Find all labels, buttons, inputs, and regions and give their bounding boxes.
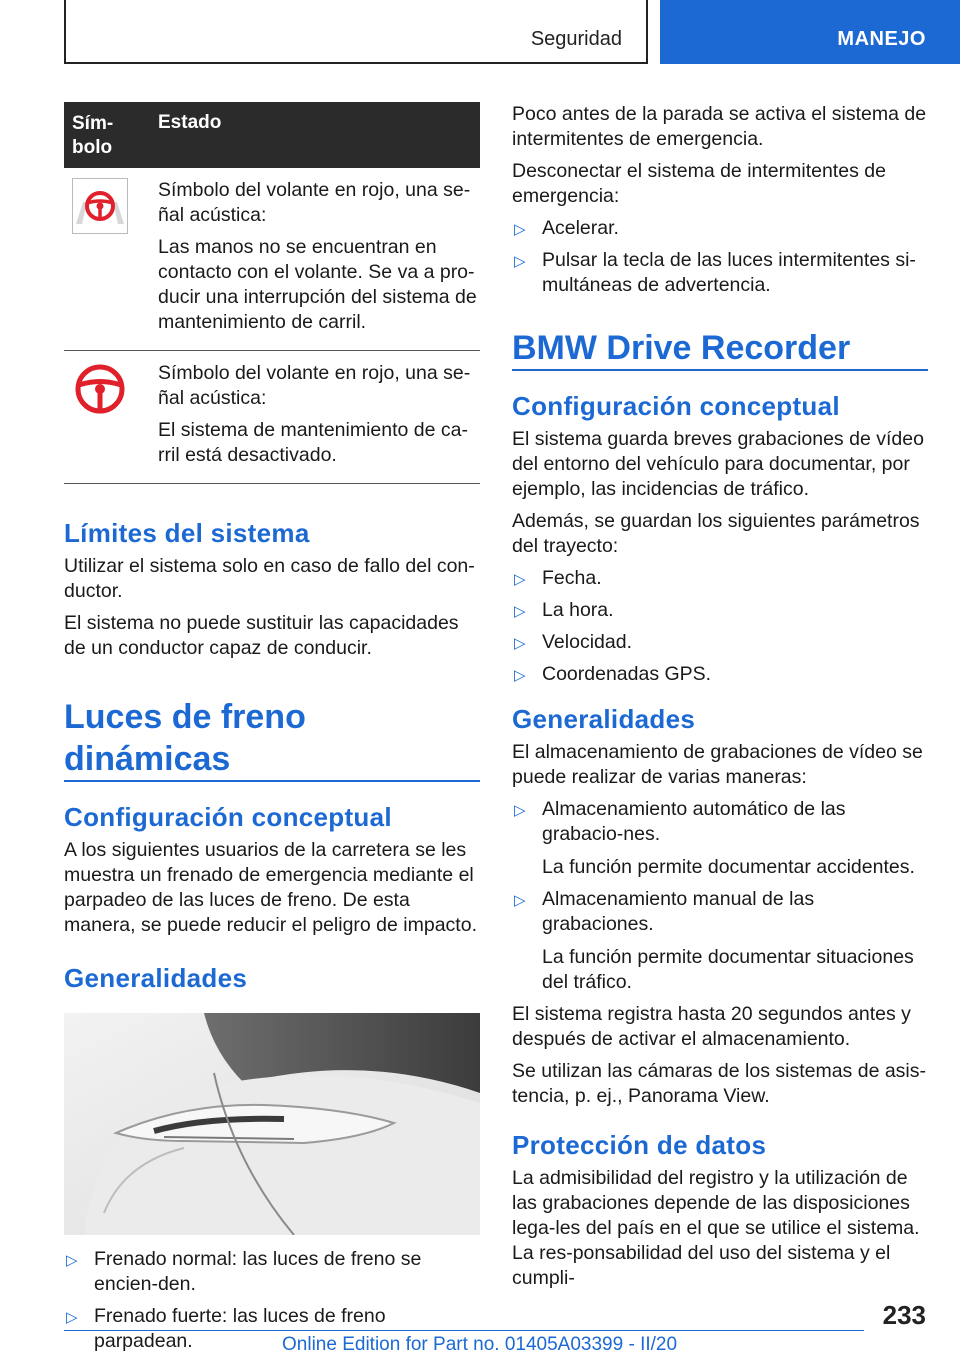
bullet-triangle-icon: ▷ — [514, 603, 526, 620]
limits-heading: Límites del sistema — [64, 518, 310, 548]
bullet-triangle-icon: ▷ — [514, 253, 526, 270]
list-item: ▷ Almacenamiento manual de las grabaciones. La función permite documentar situaciones del tráfico. — [512, 887, 928, 995]
header-chapter-tab[interactable] — [660, 0, 960, 64]
header-box — [64, 0, 648, 64]
limits-paragraph-2: El sistema no puede sustituir las capacidades de un conductor capaz de conducir. — [64, 612, 459, 659]
storage-list — [512, 797, 928, 995]
row1-line2: Las manos no se encuentran en contacto con el volante. Se va a pro-ducir una interrupción del sistema de mantenimiento de carril. — [158, 236, 477, 333]
list-item: ▷ Almacenamiento automático de las grabacio-nes. La función permite documentar accidentes. — [512, 797, 928, 880]
cameras-paragraph: Se utilizan las cámaras de los sistemas de asis-tencia, p. ej., Panorama View. — [512, 1060, 927, 1107]
bullet-triangle-icon: ▷ — [514, 667, 526, 684]
recorder-params-list — [512, 566, 928, 687]
register-paragraph: El sistema registra hasta 20 segundos antes y después de activar el almacenamiento. — [512, 1003, 911, 1050]
list-item-note: La función permite documentar accidentes. — [542, 856, 915, 878]
recorder-concept-heading: Configuración conceptual — [512, 391, 840, 421]
bullet-triangle-icon: ▷ — [66, 1309, 78, 1326]
bullet-triangle-icon: ▷ — [514, 221, 526, 238]
privacy-heading: Protección de datos — [512, 1130, 767, 1160]
table-header-symbol: Sím- bolo — [72, 113, 114, 158]
recorder-concept-paragraph-1: El sistema guarda breves grabaciones de vídeo del entorno del vehículo para documentar, por ejemplo, las incidencias de tráfico. — [512, 428, 924, 500]
row1-line1: Símbolo del volante en rojo, una se-ñal acústica: — [158, 179, 471, 226]
page-number: 233 — [882, 1300, 926, 1330]
list-item-note: La función permite documentar situaciones del tráfico. — [542, 946, 914, 993]
symbol-table-header — [64, 102, 480, 168]
brake-lights-heading-rule — [64, 696, 480, 782]
row2-line1: Símbolo del volante en rojo, una se-ñal acústica: — [158, 362, 471, 409]
hazard-paragraph-1: Poco antes de la parada se activa el sistema de intermitentes de emergencia. — [512, 103, 927, 150]
list-item: ▷ Fecha. — [512, 566, 928, 591]
brake-concept-heading: Configuración conceptual — [64, 802, 392, 832]
brake-concept-paragraph: A los siguientes usuarios de la carretera se les muestra un frenado de emergencia mediante el parpadeo de las luces de freno. De esta manera, se puede reducir el peligro de impacto. — [64, 839, 477, 936]
bullet-triangle-icon: ▷ — [514, 892, 526, 909]
table-row — [64, 351, 480, 484]
table-row — [64, 168, 480, 351]
list-item: ▷ Velocidad. — [512, 630, 928, 655]
recorder-heading-rule — [512, 327, 928, 371]
table-header-state: Estado — [158, 112, 222, 133]
limits-paragraph-1: Utilizar el sistema solo en caso de fallo del con-ductor. — [64, 555, 475, 602]
list-item: ▷ La hora. — [512, 598, 928, 623]
hazard-steps-list — [512, 216, 928, 298]
bullet-triangle-icon: ▷ — [514, 571, 526, 588]
bullet-triangle-icon: ▷ — [514, 635, 526, 652]
footer-rule — [64, 1330, 864, 1331]
privacy-paragraph: La admisibilidad del registro y la utilización de las grabaciones depende de las disposiciones lega-les del país en el que se utilice el sistema. La res-ponsabilidad del uso del sistema y el cumpli- — [512, 1167, 920, 1289]
bullet-triangle-icon: ▷ — [514, 802, 526, 819]
recorder-general-paragraph: El almacenamiento de grabaciones de vídeo se puede realizar de varias maneras: — [512, 741, 923, 788]
list-item: ▷ Frenado fuerte: las luces de freno parpadean. — [66, 1305, 386, 1352]
list-item: ▷ Coordenadas GPS. — [512, 662, 928, 687]
recorder-general-heading: Generalidades — [512, 704, 696, 734]
brake-general-heading: Generalidades — [64, 963, 248, 993]
list-item: ▷ Acelerar. — [512, 216, 928, 241]
brake-lights-heading: Luces de freno dinámicas — [64, 698, 306, 778]
bullet-triangle-icon: ▷ — [66, 1252, 78, 1269]
recorder-concept-paragraph-2: Además, se guardan los siguientes parámetros del trayecto: — [512, 510, 920, 557]
list-item: ▷ Pulsar la tecla de las luces intermitentes si-multáneas de advertencia. — [514, 249, 916, 296]
steering-wheel-hands-off-icon — [72, 178, 128, 234]
header-section-title: Seguridad — [530, 28, 622, 50]
hazard-paragraph-2: Desconectar el sistema de intermitentes de emergencia: — [512, 160, 886, 207]
left-column — [64, 102, 480, 1361]
list-item: ▷ Frenado normal: las luces de freno se encien-den. — [66, 1248, 422, 1295]
row2-line2: El sistema de mantenimiento de ca-rril está desactivado. — [158, 419, 468, 466]
right-column — [512, 102, 928, 1298]
car-tail-light-illustration — [64, 1013, 480, 1235]
header-chapter-label: MANEJO — [837, 28, 926, 50]
recorder-heading: BMW Drive Recorder — [512, 329, 851, 367]
steering-wheel-red-icon — [72, 361, 128, 417]
footer-edition-text: Online Edition for Part no. 01405A03399 - II/20 — [282, 1334, 678, 1355]
